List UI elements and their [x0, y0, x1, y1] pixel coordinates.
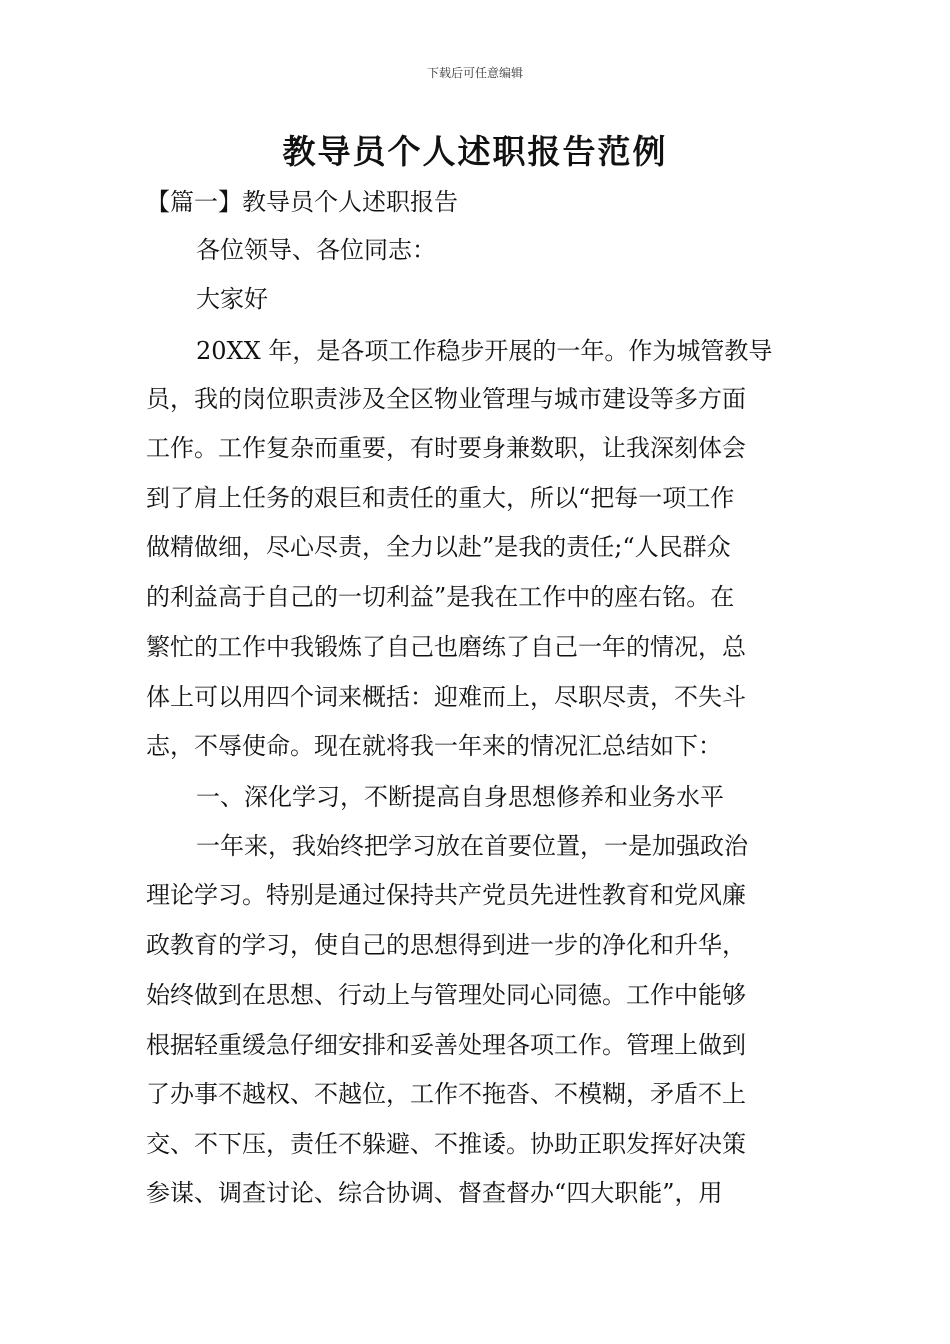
paragraph-line: 繁忙的工作中我锻炼了自己也磨练了自己一年的情况，总 [146, 633, 746, 661]
paragraph-line: 员，我的岗位职责涉及全区物业管理与城市建设等多方面 [146, 385, 746, 413]
paragraph-line: 了办事不越权、不越位，工作不拖沓、不模糊，矛盾不上 [146, 1080, 746, 1108]
paragraph-line: 根据轻重缓急仔细安排和妥善处理各项工作。管理上做到 [146, 1031, 746, 1059]
paragraph-line: 参谋、调查讨论、综合协调、督查督办“四大职能”，用 [146, 1179, 723, 1207]
paragraph-line: 一、深化学习，不断提高自身思想修养和业务水平 [196, 783, 724, 811]
section-heading: 【篇一】教导员个人述职报告 [146, 188, 458, 216]
paragraph-line: 各位领导、各位同志： [196, 236, 436, 264]
paragraph-line: 到了肩上任务的艰巨和责任的重大，所以“把每一项工作 [146, 484, 735, 512]
paragraph-line: 一年来，我始终把学习放在首要位置，一是加强政治 [196, 832, 748, 860]
paragraph-line: 理论学习。特别是通过保持共产党员先进性教育和党风廉 [146, 881, 746, 909]
document-title: 教导员个人述职报告范例 [282, 132, 668, 171]
paragraph-line: 工作。工作复杂而重要，有时要身兼数职，让我深刻体会 [146, 434, 746, 462]
paragraph-line: 政教育的学习，使自己的思想得到进一步的净化和升华， [146, 931, 746, 959]
paragraph-line: 始终做到在思想、行动上与管理处同心同德。工作中能够 [146, 981, 746, 1009]
paragraph-line: 志，不辱使命。现在就将我一年来的情况汇总结如下： [146, 732, 722, 760]
paragraph-line: 体上可以用四个词来概括：迎难而上，尽职尽责，不失斗 [146, 683, 746, 711]
paragraph-line: 做精做细，尽心尽责，全力以赴”是我的责任;“人民群众 [146, 533, 731, 561]
paragraph-line: 大家好 [196, 285, 268, 313]
paragraph-line: 交、不下压，责任不躲避、不推诿。协助正职发挥好决策 [146, 1130, 746, 1158]
header-note: 下载后可任意编辑 [426, 66, 523, 80]
paragraph-line: 的利益高于自己的一切利益”是我在工作中的座右铭。在 [146, 583, 735, 611]
paragraph-line: 20XX 年，是各项工作稳步开展的一年。作为城管教导 [196, 337, 773, 365]
